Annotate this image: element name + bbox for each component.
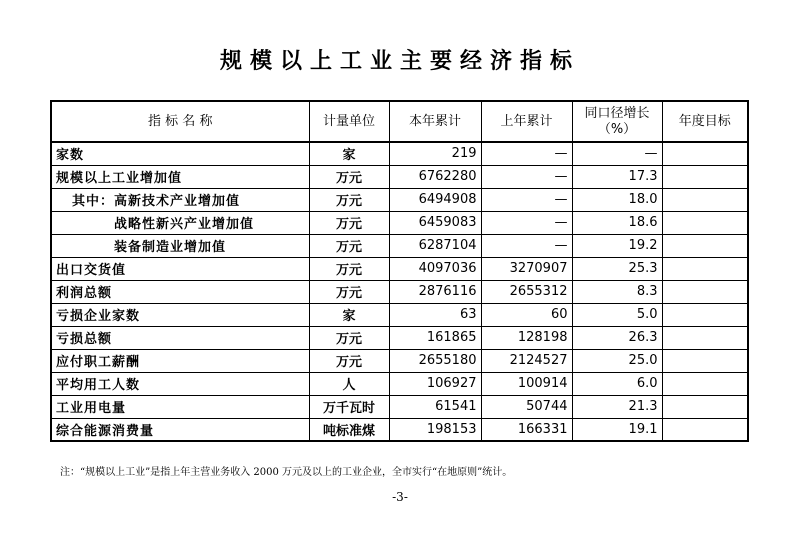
row-name: 亏损企业家数: [51, 303, 309, 326]
row-unit: 万元: [309, 349, 389, 372]
table-row: [51, 234, 748, 257]
table-row: [51, 349, 748, 372]
row-current: 2655180: [389, 349, 481, 372]
row-target: [662, 142, 748, 165]
table-row: [51, 211, 748, 234]
row-target: [662, 188, 748, 211]
header-growth: [572, 101, 662, 142]
row-growth: —: [572, 142, 662, 165]
row-previous: 166331: [481, 418, 572, 441]
row-growth: 5.0: [572, 303, 662, 326]
header-previous-total: 上年累计: [481, 101, 572, 142]
row-growth: 19.1: [572, 418, 662, 441]
row-current: 198153: [389, 418, 481, 441]
row-target: [662, 372, 748, 395]
row-current: 61541: [389, 395, 481, 418]
row-name: 其中：高新技术产业增加值: [51, 188, 309, 211]
header-current-total: 本年累计: [389, 101, 481, 142]
row-current: 6494908: [389, 188, 481, 211]
row-current: 6287104: [389, 234, 481, 257]
row-name: 装备制造业增加值: [51, 234, 309, 257]
table-row: [51, 303, 748, 326]
table-row: [51, 372, 748, 395]
row-unit: 吨标准煤: [309, 418, 389, 441]
row-unit: 万元: [309, 188, 389, 211]
header-annual-target: 年度目标: [662, 101, 748, 142]
row-target: [662, 234, 748, 257]
row-name: 规模以上工业增加值: [51, 165, 309, 188]
row-current: 4097036: [389, 257, 481, 280]
row-current: 2876116: [389, 280, 481, 303]
row-target: [662, 303, 748, 326]
row-name: 亏损总额: [51, 326, 309, 349]
row-target: [662, 349, 748, 372]
row-previous: 60: [481, 303, 572, 326]
row-unit: 家: [309, 303, 389, 326]
row-previous: 100914: [481, 372, 572, 395]
row-unit: 万元: [309, 165, 389, 188]
row-growth: 25.0: [572, 349, 662, 372]
header-unit: 计量单位: [309, 101, 389, 142]
row-growth: 17.3: [572, 165, 662, 188]
row-target: [662, 395, 748, 418]
row-name: 平均用工人数: [51, 372, 309, 395]
row-target: [662, 326, 748, 349]
indicator-table: [50, 100, 749, 442]
row-name: 利润总额: [51, 280, 309, 303]
row-name: 综合能源消费量: [51, 418, 309, 441]
row-previous: 128198: [481, 326, 572, 349]
row-current: 161865: [389, 326, 481, 349]
row-growth: 18.6: [572, 211, 662, 234]
row-previous: —: [481, 234, 572, 257]
row-growth: 21.3: [572, 395, 662, 418]
row-name: 出口交货值: [51, 257, 309, 280]
table-row: [51, 280, 748, 303]
row-current: 219: [389, 142, 481, 165]
row-unit: 万千瓦时: [309, 395, 389, 418]
row-previous: —: [481, 211, 572, 234]
table-header-row: [51, 101, 748, 142]
row-previous: 50744: [481, 395, 572, 418]
row-unit: 家: [309, 142, 389, 165]
row-target: [662, 211, 748, 234]
row-current: 63: [389, 303, 481, 326]
row-previous: —: [481, 188, 572, 211]
row-growth: 6.0: [572, 372, 662, 395]
row-unit: 万元: [309, 280, 389, 303]
row-target: [662, 280, 748, 303]
header-growth-line1: 同口径增长: [584, 105, 650, 121]
row-unit: 万元: [309, 326, 389, 349]
row-previous: 3270907: [481, 257, 572, 280]
row-current: 106927: [389, 372, 481, 395]
row-name: 应付职工薪酬: [51, 349, 309, 372]
table-row: [51, 326, 748, 349]
row-target: [662, 165, 748, 188]
footnote: 注：“规模以上工业”是指上年主营业务收入 2000 万元及以上的工业企业，全市实行“在地原则”统计。: [60, 467, 513, 478]
header-indicator-name: 指 标 名 称: [51, 101, 309, 142]
row-previous: —: [481, 165, 572, 188]
table-row: [51, 257, 748, 280]
row-previous: 2655312: [481, 280, 572, 303]
row-name: 战略性新兴产业增加值: [51, 211, 309, 234]
row-name: 工业用电量: [51, 395, 309, 418]
row-current: 6459083: [389, 211, 481, 234]
row-name: 家数: [51, 142, 309, 165]
table-row: [51, 142, 748, 165]
row-unit: 万元: [309, 211, 389, 234]
row-unit: 万元: [309, 234, 389, 257]
table-row: [51, 418, 748, 441]
table-row: [51, 395, 748, 418]
header-growth-line2: （%）: [597, 121, 637, 137]
page-title: 规模以上工业主要经济指标: [219, 48, 580, 74]
table-row: [51, 165, 748, 188]
row-growth: 26.3: [572, 326, 662, 349]
table-row: [51, 188, 748, 211]
row-growth: 18.0: [572, 188, 662, 211]
row-unit: 万元: [309, 257, 389, 280]
row-target: [662, 418, 748, 441]
row-target: [662, 257, 748, 280]
row-previous: —: [481, 142, 572, 165]
row-growth: 8.3: [572, 280, 662, 303]
row-growth: 25.3: [572, 257, 662, 280]
row-unit: 人: [309, 372, 389, 395]
row-previous: 2124527: [481, 349, 572, 372]
row-growth: 19.2: [572, 234, 662, 257]
page-number: -3-: [392, 490, 408, 504]
row-current: 6762280: [389, 165, 481, 188]
